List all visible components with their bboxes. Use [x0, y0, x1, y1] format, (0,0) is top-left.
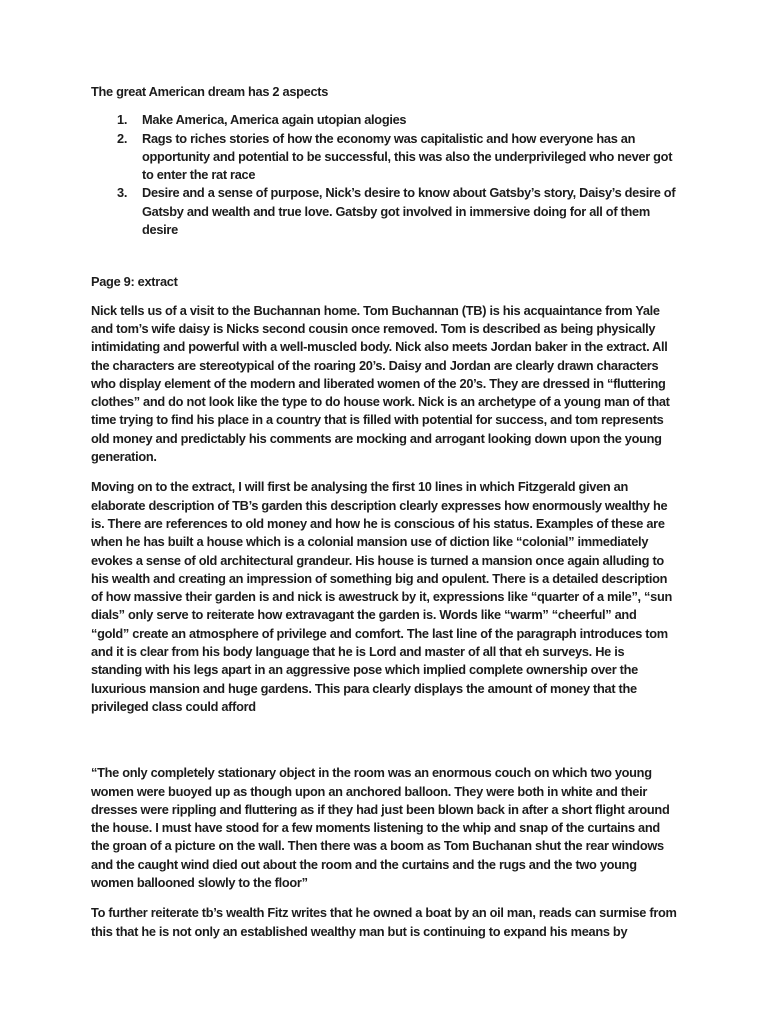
list-item-number: 2. [117, 130, 128, 146]
paragraph-analysis: Moving on to the extract, I will first be analysing the first 10 lines in which Fitzgerald given an elaborate description of TB’s garden this description clearly expresses how enormously wealthy he is. There are references to old money and how he is conscious of his status. Examples of these are when he has built a house which is a colonial mansion use of diction like “colonial” immediately evokes a sense of old architectural grandeur. His house is turned a mansion once again alluding to his wealth and creating an impression of something big and opulent. There is a detailed description of how massive their garden is and nick is awestruck by it, expressions like “quarter of a mile”, “sun dials” only serve to reiterate how extravagant the garden is. Words like “warm” “cheerful” and “gold” create an atmosphere of privilege and comfort. The last line of the paragraph introduces tom and it is clear from his body language that he is Lord and master of all that eh surveys. He is standing with his legs apart in an aggressive pose which implied complete ownership over the luxurious mansion and huge gardens. This para clearly displays the amount of money that the privileged class could afford [91, 479, 673, 714]
paragraph-closing: To further reiterate tb’s wealth Fitz writes that he owned a boat by an oil man, reads can surmise from this that he is not only an established wealthy man but is continuing to expand his means by [91, 905, 677, 939]
list-item [91, 111, 677, 129]
list-item [91, 184, 677, 239]
paragraph-extract-summary: Nick tells us of a visit to the Buchannan home. Tom Buchannan (TB) is his acquaintance from Yale and tom’s wife daisy is Nicks second cousin once removed. Tom is described as being physically intimidating and powerful with a well-muscled body. Nick also meets Jordan baker in the extract. All the characters are stereotypical of the roaring 20’s. Daisy and Jordan are clearly drawn characters who display element of the modern and liberated women of the 20’s. They are dressed in “fluttering clothes” and do not look like the type to do house work. Nick is an archetype of a young man of that time trying to find his place in a country that is filled with potential for success, and tom represents old money and predictably his comments are mocking and arrogant looking down upon the young generation. [91, 302, 670, 465]
document-title: The great American dream has 2 aspects [91, 84, 329, 99]
list-item-text: Desire and a sense of purpose, Nick’s desire to know about Gatsby’s story, Daisy’s desire of Gatsby and wealth and true love. Gatsby got involved in immersive doing for all of them desire [142, 185, 676, 238]
list-item-number: 3. [117, 185, 128, 201]
paragraph-quote: “The only completely stationary object in the room was an enormous couch on which two young women were buoyed up as though upon an anchored balloon. They were both in white and their dresses were rippling and fluttering as if they had just been blown back in after a short flight around the house. I must have stood for a few moments listening to the whip and snap of the curtains and the groan of a picture on the wall. Then there was a boom as Tom Buchanan shut the rear windows and the caught wind died out about the room and the curtains and the rugs and the two young women ballooned slowly to the floor” [91, 765, 670, 890]
list-item-text: Make America, America again utopian alogies [142, 112, 407, 128]
section-heading: Page 9: extract [91, 274, 178, 290]
list-item-text: Rags to riches stories of how the economy was capitalistic and how everyone has an opportunity and potential to be successful, this was also the underprivileged who never got to enter the rat race [142, 130, 673, 183]
aspects-list [91, 111, 677, 239]
list-item [91, 130, 677, 185]
document-content [91, 83, 677, 953]
list-item-number: 1. [117, 112, 128, 128]
